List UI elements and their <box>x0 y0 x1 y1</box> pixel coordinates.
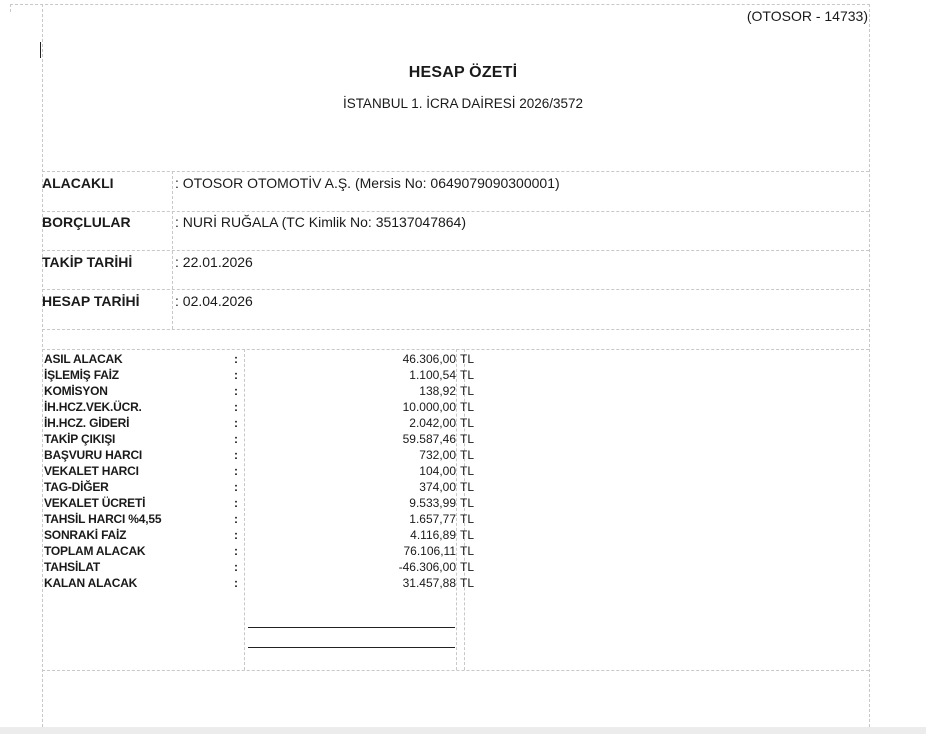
summary-row-colon: : <box>234 480 238 494</box>
summary-row <box>44 527 475 543</box>
summary-row-colon: : <box>234 400 238 414</box>
page-bottom-bar <box>0 727 926 734</box>
reference-number: (OTOSOR - 14733) <box>746 8 868 24</box>
hesap-tarihi-label: HESAP TARİHİ <box>42 293 140 309</box>
summary-row-label: VEKALET HARCI <box>44 464 139 478</box>
summary-row-colon: : <box>234 464 238 478</box>
summary-row-label: ASIL ALACAK <box>44 352 123 366</box>
summary-row-amount: 138,92 <box>419 384 456 398</box>
summary-row-colon: : <box>234 368 238 382</box>
summary-row-colon: : <box>234 512 238 526</box>
summary-row-colon: : <box>234 384 238 398</box>
summary-row-amount: 4.116,89 <box>410 528 456 542</box>
summary-row-colon: : <box>234 448 238 462</box>
page-top-guide <box>10 4 870 5</box>
summary-row-colon: : <box>234 432 238 446</box>
borclular-value: : NURİ RUĞALA (TC Kimlik No: 35137047864) <box>175 214 466 230</box>
summary-row <box>44 543 475 559</box>
summary-row-label: KALAN ALACAK <box>44 576 138 590</box>
summary-row-currency: TL <box>460 352 475 366</box>
summary-row <box>44 559 475 575</box>
alacakli-value: : OTOSOR OTOMOTİV A.Ş. (Mersis No: 0649079090300001) <box>175 175 560 191</box>
summary-row-colon: : <box>234 416 238 430</box>
summary-row-label: VEKALET ÜCRETİ <box>44 496 146 510</box>
summary-row-label: TAKİP ÇIKIŞI <box>44 432 116 446</box>
total-underline <box>248 627 455 628</box>
summary-row-colon: : <box>234 352 238 366</box>
summary-row-label: İŞLEMİŞ FAİZ <box>44 368 119 382</box>
summary-row-amount: 31.457,88 <box>402 576 456 590</box>
summary-row-amount: 2.042,00 <box>409 416 456 430</box>
summary-row-label: TAHSİLAT <box>44 560 100 574</box>
summary-row-currency: TL <box>460 464 475 478</box>
summary-row-currency: TL <box>460 432 475 446</box>
summary-row-currency: TL <box>460 576 475 590</box>
summary-row <box>44 351 475 367</box>
summary-row-currency: TL <box>460 416 475 430</box>
summary-row <box>44 399 475 415</box>
summary-row-amount: 104,00 <box>419 464 456 478</box>
outer-left-guide <box>10 4 11 12</box>
collection-underline <box>248 647 455 648</box>
text-cursor <box>40 42 41 58</box>
summary-row-label: TAHSİL HARCI %4,55 <box>44 512 162 526</box>
summary-row <box>44 463 475 479</box>
summary-row-label: KOMİSYON <box>44 384 108 398</box>
summary-row-currency: TL <box>460 512 475 526</box>
summary-row-amount: 374,00 <box>419 480 456 494</box>
execution-office-subtitle: İSTANBUL 1. İCRA DAİRESİ 2026/3572 <box>342 96 584 111</box>
summary-row-colon: : <box>234 544 238 558</box>
summary-row-currency: TL <box>460 400 475 414</box>
summary-row <box>44 575 475 591</box>
summary-row <box>44 383 475 399</box>
section-guide-5 <box>42 329 869 330</box>
alacakli-label: ALACAKLI <box>42 175 114 191</box>
summary-row-currency: TL <box>460 448 475 462</box>
borclular-label: BORÇLULAR <box>42 214 131 230</box>
summary-row-amount: -46.306,00 <box>398 560 456 574</box>
summary-row <box>44 479 475 495</box>
summary-row-currency: TL <box>460 544 475 558</box>
summary-row-amount: 76.106,11 <box>403 544 456 558</box>
summary-row-amount: 1.657,77 <box>409 512 456 526</box>
summary-row-amount: 1.100,54 <box>409 368 456 382</box>
page-left-guide <box>42 4 43 727</box>
summary-row-colon: : <box>234 576 238 590</box>
summary-row-label: TAG-DİĞER <box>44 480 109 494</box>
summary-row-amount: 732,00 <box>419 448 456 462</box>
summary-row-label: İH.HCZ. GİDERİ <box>44 416 130 430</box>
summary-row-currency: TL <box>460 368 475 382</box>
summary-row <box>44 431 475 447</box>
section-guide-7 <box>42 670 869 671</box>
summary-row <box>44 415 475 431</box>
label-column-guide <box>172 171 173 329</box>
summary-row-currency: TL <box>460 528 475 542</box>
summary-row-label: TOPLAM ALACAK <box>44 544 146 558</box>
summary-row-colon: : <box>234 496 238 510</box>
summary-row-colon: : <box>234 560 238 574</box>
summary-row-amount: 10.000,00 <box>402 400 456 414</box>
summary-row-currency: TL <box>460 384 475 398</box>
summary-row-label: SONRAKİ FAİZ <box>44 528 127 542</box>
summary-row-currency: TL <box>460 560 475 574</box>
summary-row-colon: : <box>234 528 238 542</box>
summary-row-label: BAŞVURU HARCI <box>44 448 143 462</box>
summary-row <box>44 495 475 511</box>
account-summary-table <box>44 351 475 591</box>
summary-row <box>44 447 475 463</box>
page-title: HESAP ÖZETİ <box>408 64 518 81</box>
summary-row-amount: 46.306,00 <box>402 352 456 366</box>
summary-row <box>44 511 475 527</box>
page-right-guide <box>869 4 870 727</box>
summary-row-amount: 59.587,46 <box>402 432 456 446</box>
hesap-tarihi-value: : 02.04.2026 <box>175 293 253 309</box>
takip-tarihi-value: : 22.01.2026 <box>175 254 253 270</box>
takip-tarihi-label: TAKİP TARİHİ <box>42 254 133 270</box>
summary-row <box>44 367 475 383</box>
summary-row-currency: TL <box>460 480 475 494</box>
summary-row-currency: TL <box>460 496 475 510</box>
summary-row-label: İH.HCZ.VEK.ÜCR. <box>44 400 142 414</box>
summary-row-amount: 9.533,99 <box>409 496 456 510</box>
